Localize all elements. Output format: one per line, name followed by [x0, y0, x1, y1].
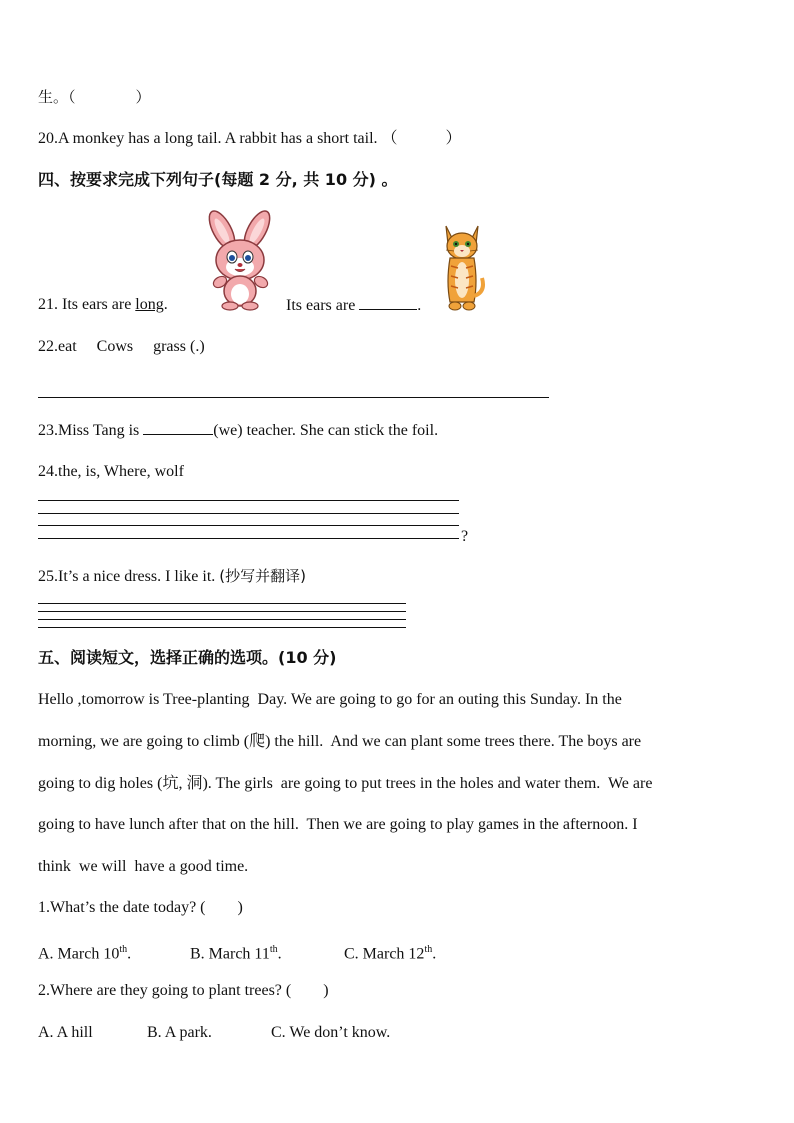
- passage-line-5: think we will have a good time.: [38, 858, 249, 875]
- section4-heading: 四、按要求完成下列句子(每题 2 分, 共 10 分) 。: [38, 170, 398, 189]
- q24-writing-line-4[interactable]: [38, 538, 459, 539]
- q22-answer-line[interactable]: [38, 397, 549, 398]
- q22: [38, 337, 205, 357]
- section5-heading: 五、阅读短文，选择正确的选项。(10 分): [38, 648, 337, 667]
- passage-line-2: morning, we are going to climb (爬) the hill. And we can plant some trees there. The boys are: [38, 733, 642, 750]
- option-c-dot: .: [432, 945, 437, 963]
- q21-right-period: .: [417, 297, 422, 314]
- q21: [38, 295, 168, 315]
- reading-q2-option-a[interactable]: A. A hill: [38, 1024, 93, 1041]
- reading-q1-option-a[interactable]: [38, 940, 131, 964]
- q24: [38, 462, 184, 482]
- option-a-text: A. March 10: [38, 945, 120, 963]
- cat-picture: [438, 222, 486, 312]
- q21-number: 21.: [38, 296, 58, 313]
- option-b-sup: th: [269, 944, 278, 955]
- option-b-text: B. March 11: [190, 945, 270, 963]
- q21-left-period: .: [163, 296, 168, 313]
- reading-q2-option-b[interactable]: B. A park.: [147, 1024, 212, 1041]
- q19-tail: 生。（ ）: [38, 88, 151, 106]
- q22-number: 22.: [38, 338, 58, 355]
- q25-writing-line-1[interactable]: [38, 603, 406, 604]
- reading-q1-option-c[interactable]: [344, 940, 436, 964]
- passage-line-4: going to have lunch after that on the hill. Then we are going to play games in the afternoon. I: [38, 816, 638, 833]
- q24-writing-line-2[interactable]: [38, 513, 459, 514]
- q24-writing-line-1[interactable]: [38, 500, 459, 501]
- rabbit-picture: [195, 208, 285, 312]
- q20: 20.A monkey has a long tail. A rabbit has a short tail. （ ）: [38, 130, 462, 147]
- option-a-sup: th: [119, 944, 128, 955]
- q23-text-b: (we) teacher. She can stick the foil.: [213, 422, 439, 439]
- q25-writing-line-3[interactable]: [38, 619, 406, 620]
- q21-left-text: Its ears are: [62, 296, 136, 313]
- q22-words: eat Cows grass (.): [58, 338, 205, 355]
- q21-underlined-word: long: [135, 296, 164, 313]
- q21-right: [286, 295, 421, 316]
- q23: [38, 420, 438, 441]
- q25-writing-line-2[interactable]: [38, 611, 406, 612]
- reading-q2-option-c[interactable]: C. We don’t know.: [271, 1024, 391, 1041]
- passage-line-3: going to dig holes (坑, 洞). The girls are going to put trees in the holes and water them. We are: [38, 775, 653, 792]
- q25-instruction: (抄写并翻译): [219, 567, 307, 585]
- q23-number: 23.: [38, 422, 58, 439]
- reading-q2-stem: 2.Where are they going to plant trees? ( ): [38, 982, 329, 999]
- option-b-dot: .: [277, 945, 282, 963]
- q25: [38, 566, 306, 587]
- q24-words: the, is, Where, wolf: [58, 463, 184, 480]
- option-c-sup: th: [424, 944, 433, 955]
- q21-right-text: Its ears are: [286, 297, 360, 314]
- q25-number: 25.: [38, 568, 58, 585]
- option-c-text: C. March 12: [344, 945, 425, 963]
- reading-q1-option-b[interactable]: [190, 940, 282, 964]
- q24-number: 24.: [38, 463, 58, 480]
- reading-q1-stem: 1.What’s the date today? ( ): [38, 899, 243, 916]
- q23-answer-blank[interactable]: [143, 420, 213, 435]
- q24-writing-line-3[interactable]: [38, 525, 459, 526]
- q25-writing-line-4[interactable]: [38, 627, 406, 628]
- q23-text-a: Miss Tang is: [58, 422, 144, 439]
- q24-question-mark: ?: [461, 528, 469, 545]
- q25-text: It’s a nice dress. I like it.: [58, 568, 220, 585]
- option-a-dot: .: [127, 945, 132, 963]
- passage-line-1: Hello ,tomorrow is Tree-planting Day. We are going to go for an outing this Sunday. In the: [38, 691, 622, 708]
- q21-answer-blank[interactable]: [359, 295, 417, 310]
